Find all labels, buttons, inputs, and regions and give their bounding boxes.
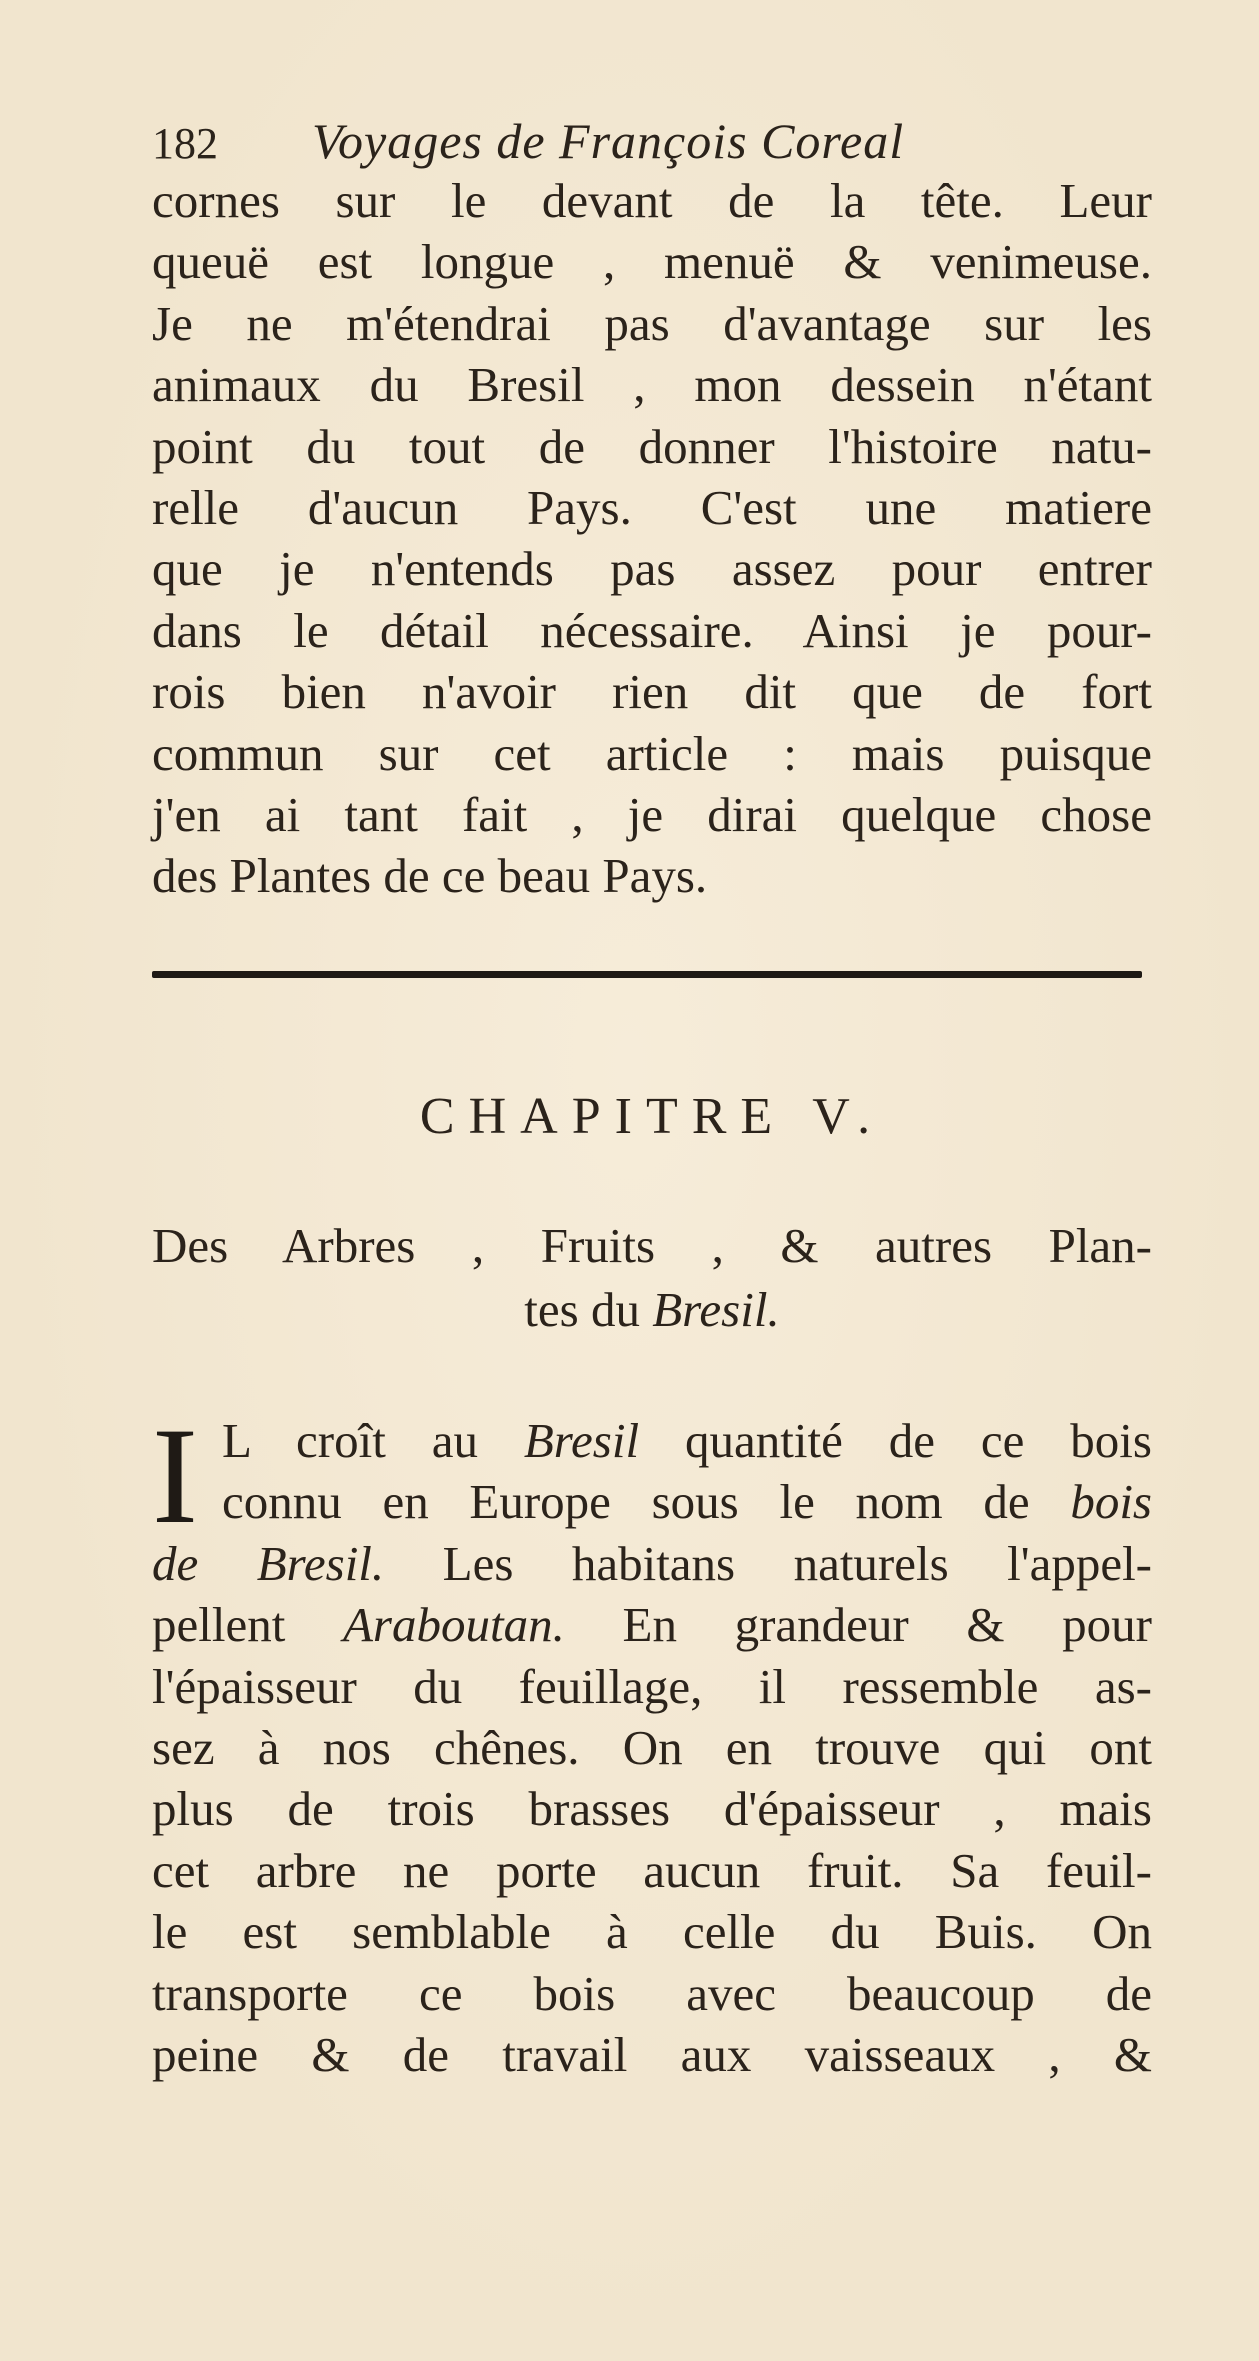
running-title: Voyages de François Coreal <box>312 113 905 169</box>
text-line <box>152 1533 1152 1594</box>
text-line <box>152 1594 1152 1655</box>
text-line: animaux du Bresil , mon dessein n'étant <box>152 357 1152 413</box>
text-italic: Bresil <box>523 1413 640 1468</box>
text-run: Les habitans naturels l'appel- <box>384 1535 1152 1591</box>
text-run: pellent <box>152 1597 343 1653</box>
text-line: que je n'entends pas assez pour entrer <box>152 541 1152 597</box>
chapter-subtitle <box>152 1214 1152 1342</box>
text-run: connu en Europe sous le nom de <box>222 1474 1071 1530</box>
text-line: cornes sur le devant de la tête. Leur <box>152 173 1152 228</box>
text-run: quantité de ce bois <box>639 1413 1152 1468</box>
chapter-title: CHAPITRE V. <box>419 1088 885 1145</box>
text-line <box>152 1410 1152 1471</box>
text-line: le est semblable à celle du Buis. On <box>152 1904 1152 1960</box>
text-line: rois bien n'avoir rien dit que de fort <box>152 664 1152 720</box>
text-line: sez à nos chênes. On en trouve qui ont <box>152 1720 1152 1776</box>
text-line: peine & de travail aux vaisseaux , & <box>152 2027 1152 2083</box>
text-line: transporte ce bois avec beaucoup de <box>152 1965 1152 2021</box>
subtitle-italic-place: Bresil. <box>652 1282 780 1337</box>
text-run: L croît au <box>222 1413 524 1468</box>
text-italic: de Bresil. <box>152 1535 385 1591</box>
text-line: queuë est longue , menuë & venimeuse. <box>152 234 1152 290</box>
text-line: cet arbre ne porte aucun fruit. Sa feuil- <box>152 1842 1152 1898</box>
chapter-paragraph <box>152 1399 1152 2085</box>
page-number: 182 <box>152 119 218 168</box>
subtitle-line <box>152 1278 1152 1342</box>
text-line: plus de trois brasses d'épaisseur , mais <box>152 1781 1152 1837</box>
page-header <box>152 108 1112 174</box>
text-line <box>152 1471 1152 1532</box>
text-italic: Araboutan. <box>343 1597 565 1653</box>
subtitle-line: Des Arbres , Fruits , & autres Plan- <box>152 1218 1152 1273</box>
text-line: j'en ai tant fait , je dirai quelque chose <box>152 787 1152 843</box>
text-italic: bois <box>1070 1474 1152 1530</box>
text-line: commun sur cet article : mais puisque <box>152 725 1152 781</box>
text-run: En grandeur & pour <box>564 1597 1152 1653</box>
subtitle-text: tes du <box>524 1282 653 1337</box>
text-line: l'épaisseur du feuillage, il ressemble as- <box>152 1658 1152 1714</box>
text-line: des Plantes de ce beau Pays. <box>152 848 708 904</box>
top-text-block <box>152 170 1152 907</box>
text-line: Je ne m'étendrai pas d'avantage sur les <box>152 295 1152 351</box>
text-line: point du tout de donner l'histoire natu- <box>152 418 1152 474</box>
section-divider-rule <box>152 971 1142 978</box>
text-line: relle d'aucun Pays. C'est une matiere <box>152 480 1152 536</box>
text-line: dans le détail nécessaire. Ainsi je pour- <box>152 602 1152 658</box>
drop-cap-initial: I <box>152 1399 198 1552</box>
